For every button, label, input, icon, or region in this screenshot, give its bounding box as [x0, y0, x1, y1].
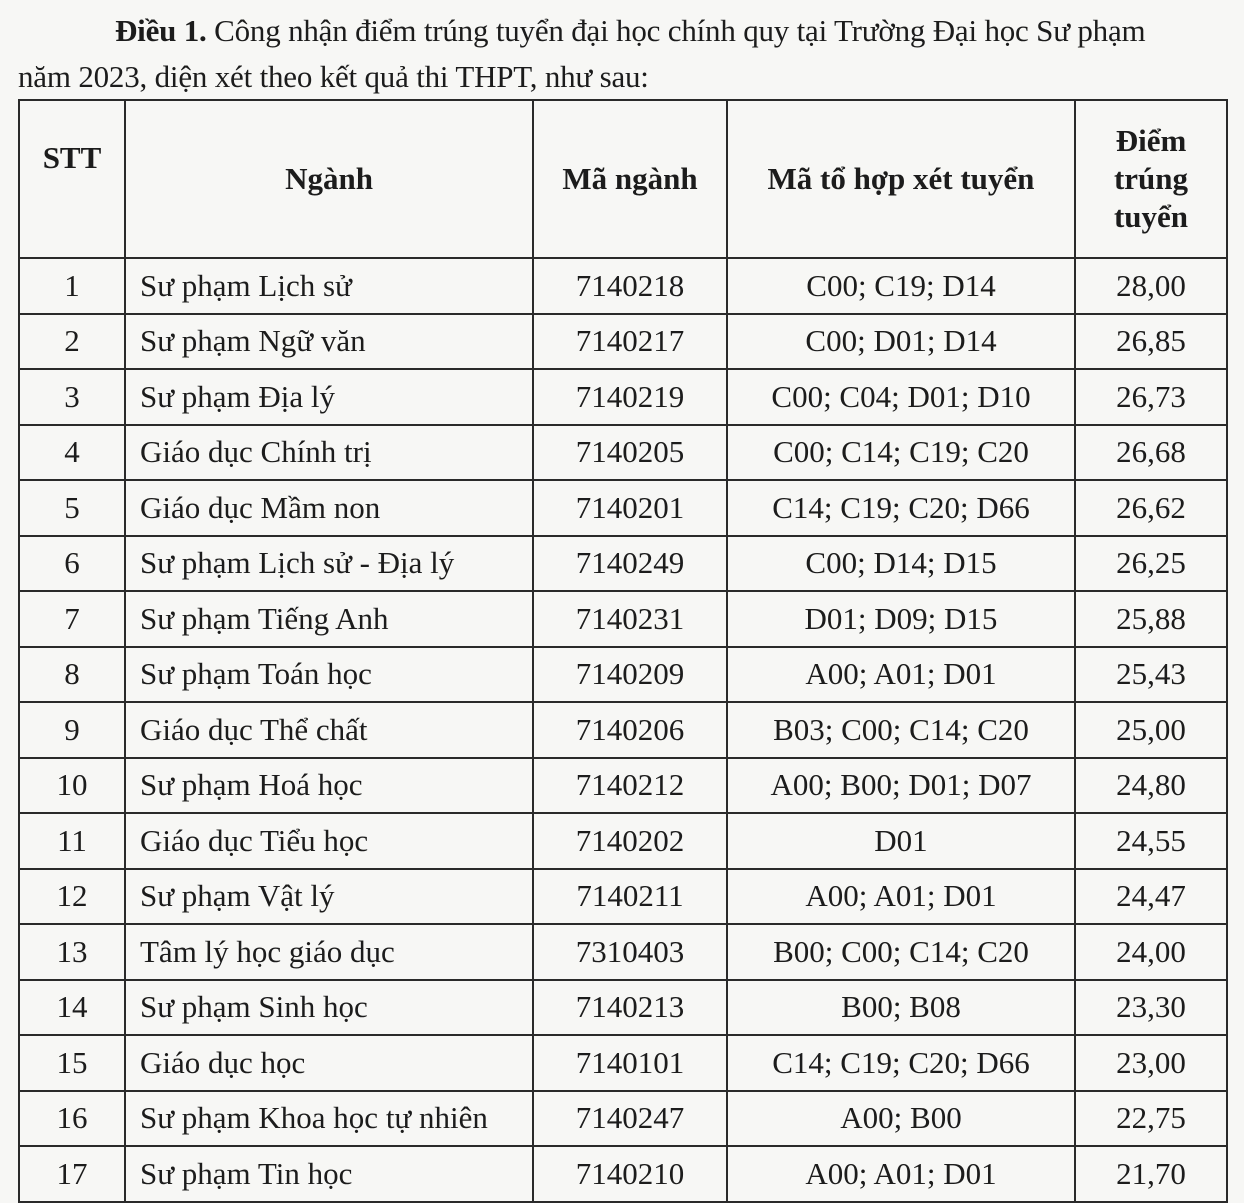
cell-major: Tâm lý học giáo dục [125, 924, 533, 980]
table-row [19, 591, 1227, 647]
cell-major: Giáo dục Tiểu học [125, 813, 533, 869]
table-row [19, 980, 1227, 1036]
cell-subject-combination: C00; C04; D01; D10 [727, 369, 1075, 425]
table-row [19, 702, 1227, 758]
cell-major-code: 7140211 [533, 869, 727, 925]
cell-stt: 13 [19, 924, 125, 980]
cell-subject-combination: B00; B08 [727, 980, 1075, 1036]
cell-major: Sư phạm Hoá học [125, 758, 533, 814]
cell-major-code: 7140205 [533, 425, 727, 481]
admission-scores-table [18, 99, 1228, 1203]
cell-score: 24,00 [1075, 924, 1227, 980]
cell-major: Sư phạm Lịch sử [125, 258, 533, 314]
cell-stt: 17 [19, 1146, 125, 1202]
cell-major: Sư phạm Tiếng Anh [125, 591, 533, 647]
cell-major-code: 7140213 [533, 980, 727, 1036]
cell-major: Sư phạm Lịch sử - Địa lý [125, 536, 533, 592]
cell-stt: 1 [19, 258, 125, 314]
cell-score: 25,88 [1075, 591, 1227, 647]
cell-subject-combination: A00; B00 [727, 1091, 1075, 1147]
header-stt: STT [19, 100, 125, 258]
cell-score: 24,47 [1075, 869, 1227, 925]
cell-stt: 11 [19, 813, 125, 869]
cell-stt: 10 [19, 758, 125, 814]
cell-stt: 9 [19, 702, 125, 758]
header-subject-combination: Mã tổ hợp xét tuyển [727, 100, 1075, 258]
table-row [19, 536, 1227, 592]
cell-score: 26,68 [1075, 425, 1227, 481]
cell-major-code: 7140247 [533, 1091, 727, 1147]
cell-subject-combination: D01 [727, 813, 1075, 869]
table-row [19, 369, 1227, 425]
cell-score: 23,00 [1075, 1035, 1227, 1091]
cell-subject-combination: B03; C00; C14; C20 [727, 702, 1075, 758]
cell-stt: 16 [19, 1091, 125, 1147]
cell-major-code: 7140249 [533, 536, 727, 592]
cell-subject-combination: A00; A01; D01 [727, 1146, 1075, 1202]
table-row [19, 1146, 1227, 1202]
cell-major: Giáo dục Chính trị [125, 425, 533, 481]
header-score-line-1: Điểm [1115, 123, 1187, 158]
table-row [19, 924, 1227, 980]
header-score-line-2: trúng [1113, 161, 1189, 196]
cell-major-code: 7140206 [533, 702, 727, 758]
cell-major-code: 7140217 [533, 314, 727, 370]
header-score [1075, 100, 1227, 258]
cell-major: Giáo dục Mầm non [125, 480, 533, 536]
cell-score: 23,30 [1075, 980, 1227, 1036]
cell-score: 25,00 [1075, 702, 1227, 758]
header-row [19, 100, 1227, 258]
table-row [19, 314, 1227, 370]
cell-subject-combination: D01; D09; D15 [727, 591, 1075, 647]
cell-major-code: 7310403 [533, 924, 727, 980]
cell-stt: 8 [19, 647, 125, 703]
cell-major-code: 7140231 [533, 591, 727, 647]
cell-stt: 4 [19, 425, 125, 481]
cell-major: Sư phạm Vật lý [125, 869, 533, 925]
cell-major: Sư phạm Ngữ văn [125, 314, 533, 370]
cell-stt: 12 [19, 869, 125, 925]
cell-major-code: 7140201 [533, 480, 727, 536]
cell-score: 24,80 [1075, 758, 1227, 814]
cell-subject-combination: A00; A01; D01 [727, 869, 1075, 925]
table-header [19, 100, 1227, 258]
cell-subject-combination: C00; D01; D14 [727, 314, 1075, 370]
cell-stt: 14 [19, 980, 125, 1036]
cell-major: Giáo dục học [125, 1035, 533, 1091]
cell-major-code: 7140202 [533, 813, 727, 869]
cell-score: 22,75 [1075, 1091, 1227, 1147]
cell-score: 21,70 [1075, 1146, 1227, 1202]
cell-stt: 7 [19, 591, 125, 647]
table-row [19, 813, 1227, 869]
cell-stt: 5 [19, 480, 125, 536]
cell-major-code: 7140218 [533, 258, 727, 314]
cell-subject-combination: A00; A01; D01 [727, 647, 1075, 703]
cell-stt: 6 [19, 536, 125, 592]
intro-line-2: năm 2023, diện xét theo kết quả thi THPT, như sau: [18, 59, 649, 94]
cell-major-code: 7140209 [533, 647, 727, 703]
cell-major-code: 7140212 [533, 758, 727, 814]
cell-subject-combination: C00; D14; D15 [727, 536, 1075, 592]
header-score-line-3: tuyển [1113, 199, 1189, 234]
cell-score: 26,85 [1075, 314, 1227, 370]
cell-major-code: 7140210 [533, 1146, 727, 1202]
intro-line-1 [18, 8, 1228, 54]
cell-subject-combination: C14; C19; C20; D66 [727, 1035, 1075, 1091]
table-row [19, 1035, 1227, 1091]
header-major-code: Mã ngành [533, 100, 727, 258]
table-row [19, 425, 1227, 481]
table-row [19, 258, 1227, 314]
article-label: Điều 1. [115, 13, 207, 48]
cell-score: 25,43 [1075, 647, 1227, 703]
intro-line-1-text: Công nhận điểm trúng tuyển đại học chính quy tại Trường Đại học Sư phạm [206, 13, 1146, 48]
cell-score: 24,55 [1075, 813, 1227, 869]
cell-major: Sư phạm Tin học [125, 1146, 533, 1202]
cell-subject-combination: C14; C19; C20; D66 [727, 480, 1075, 536]
table-row [19, 758, 1227, 814]
cell-score: 26,62 [1075, 480, 1227, 536]
cell-score: 26,73 [1075, 369, 1227, 425]
table-row [19, 1091, 1227, 1147]
intro-paragraph [18, 8, 1228, 100]
header-major: Ngành [125, 100, 533, 258]
table-row [19, 480, 1227, 536]
cell-stt: 2 [19, 314, 125, 370]
cell-subject-combination: A00; B00; D01; D07 [727, 758, 1075, 814]
cell-subject-combination: C00; C19; D14 [727, 258, 1075, 314]
cell-subject-combination: C00; C14; C19; C20 [727, 425, 1075, 481]
table-body [19, 258, 1227, 1202]
cell-major: Giáo dục Thể chất [125, 702, 533, 758]
cell-stt: 15 [19, 1035, 125, 1091]
table-row [19, 869, 1227, 925]
cell-stt: 3 [19, 369, 125, 425]
cell-score: 28,00 [1075, 258, 1227, 314]
cell-major-code: 7140101 [533, 1035, 727, 1091]
cell-score: 26,25 [1075, 536, 1227, 592]
table-row [19, 647, 1227, 703]
cell-major-code: 7140219 [533, 369, 727, 425]
cell-major: Sư phạm Khoa học tự nhiên [125, 1091, 533, 1147]
cell-subject-combination: B00; C00; C14; C20 [727, 924, 1075, 980]
cell-major: Sư phạm Toán học [125, 647, 533, 703]
cell-major: Sư phạm Sinh học [125, 980, 533, 1036]
cell-major: Sư phạm Địa lý [125, 369, 533, 425]
